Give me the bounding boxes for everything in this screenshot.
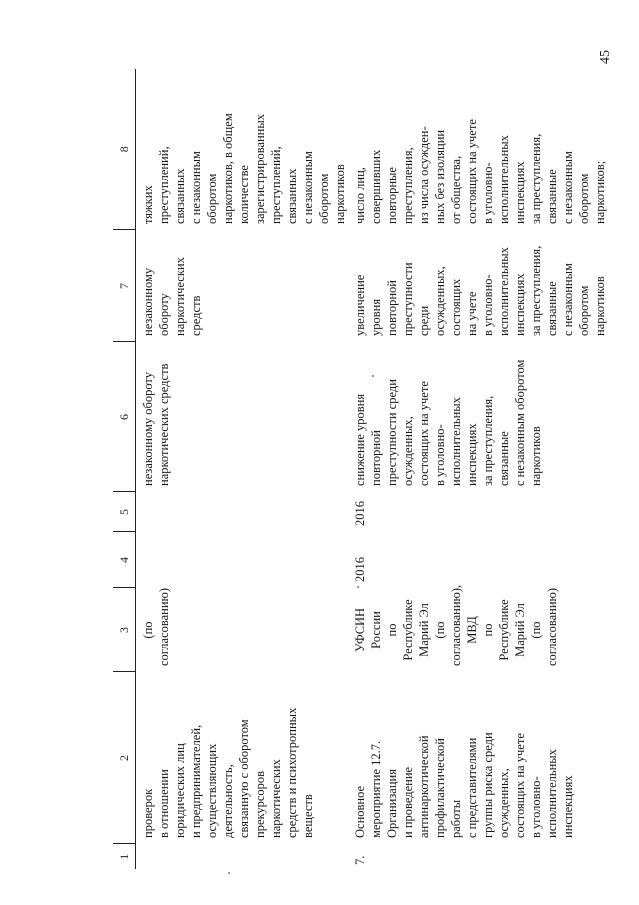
cell-text-line: юридических лиц <box>173 743 187 838</box>
cell-text-line: преступности среди <box>385 379 399 486</box>
cell-text-line: и проведение <box>401 766 415 838</box>
column-header: 6 <box>113 342 136 492</box>
cell-text-line: наркотиков, в общем <box>221 113 235 224</box>
cell-text-line: инспекциях <box>465 423 479 486</box>
cell-text-line: по Республике <box>385 599 415 661</box>
cell-text-line: профилактической <box>433 738 447 838</box>
cell-text-line: состоящих на учете <box>417 381 431 486</box>
cell-text-line: от общества, <box>449 155 463 224</box>
cell-text-line: (по <box>141 621 155 639</box>
cell-text-line: инспекциях <box>561 775 575 838</box>
cell-text-line: инспекциях <box>513 161 527 224</box>
cell-text-line: из числа осужден- <box>417 126 431 224</box>
cell-text-line: исполнительных <box>497 247 511 336</box>
cell-text-line: осужденных, <box>401 416 415 486</box>
cell-text-line: согласованию), <box>449 584 463 666</box>
cell-text-line: тяжких <box>141 185 155 224</box>
cell-text-line: наркотиков; <box>593 160 607 224</box>
table-cell-5 <box>136 492 349 532</box>
cell-text-line: осуществляющих <box>205 743 219 838</box>
cell-text-line: согласованию) <box>545 587 559 666</box>
cell-text-line: связанных <box>285 168 299 224</box>
cell-text-line: мероприятие 12.7. <box>369 740 383 838</box>
cell-text-line: количестве <box>237 165 251 224</box>
cell-text-line: преступления, <box>401 147 415 224</box>
cell-text-line: наркотических средств <box>157 363 171 486</box>
cell-text-line: связанных <box>173 168 187 224</box>
rotated-table-sheet <box>113 69 607 869</box>
cell-text-line: повторные <box>385 167 399 224</box>
cell-text-line: с незаконным оборотом <box>513 359 527 486</box>
cell-text-line: за преступления, <box>529 133 543 224</box>
cell-text-line: связанную с оборотом <box>237 719 251 838</box>
column-header: 3 <box>113 588 136 672</box>
cell-text-line: (по <box>529 621 543 639</box>
cell-text-line: состоящих <box>449 278 463 336</box>
cell-text-line: Марий Эл <box>513 603 527 657</box>
cell-text-line: совершивших <box>369 149 383 224</box>
cell-text-line: исполнительных <box>497 135 511 224</box>
cell-text-line: деятельность, <box>221 764 235 838</box>
cell-text-line: в уголовно- <box>481 274 495 336</box>
cell-text-line: по Республике <box>481 599 511 661</box>
cell-text-line: с незаконным <box>561 263 575 336</box>
table-cell-1: 7. <box>353 855 367 865</box>
cell-text-line: исполнительных <box>449 397 463 486</box>
cell-text-line: связанные <box>497 431 511 486</box>
cell-text-line: обороту <box>157 293 171 336</box>
cell-text-line: с незаконным <box>301 151 315 224</box>
cell-text-line: за преступления, <box>529 245 543 336</box>
table-cell-4: 2016 <box>353 557 367 582</box>
cell-text-line: Основное <box>353 785 367 838</box>
cell-text-line: с представителями <box>465 737 479 838</box>
table-cell-2 <box>136 672 349 844</box>
cell-text-line: и предпринимателей, <box>189 724 203 838</box>
table-cell-3 <box>136 588 349 672</box>
table-cell-7 <box>136 230 349 342</box>
cell-text-line: Марий Эл <box>417 603 431 657</box>
cell-text-line: прекурсоров <box>253 770 267 838</box>
cell-text-line: наркотиков <box>529 426 543 486</box>
cell-text-line: среди <box>417 305 431 336</box>
cell-text-line: наркотиков <box>333 164 347 224</box>
scan-speck <box>372 375 374 377</box>
cell-text-line: в отношении <box>157 769 171 838</box>
cell-text-line: МВД <box>465 616 479 644</box>
cell-text-line: в уголовно- <box>433 424 447 486</box>
cell-text-line: зарегистрированных <box>253 113 267 224</box>
header-row <box>113 69 136 869</box>
cell-text-line: антинаркотической <box>417 735 431 838</box>
cell-text-line: Организация <box>385 769 399 838</box>
cell-text-line: связанные <box>545 281 559 336</box>
cell-text-line: уровня <box>369 298 383 336</box>
column-header: 1 <box>113 844 136 869</box>
table-cell-4 <box>136 532 349 588</box>
cell-text-line: работы <box>449 799 463 838</box>
table-cell-8 <box>136 69 349 230</box>
column-header: 2 <box>113 672 136 844</box>
cell-text-line: состоящих на учете <box>513 733 527 838</box>
table-cell-2 <box>348 672 608 844</box>
cell-text-line: в уголовно- <box>529 776 543 838</box>
cell-text-line: средств <box>189 295 203 336</box>
cell-text-line: оборотом <box>577 285 591 336</box>
cell-text-line: ных без изоляции <box>433 129 447 224</box>
column-header: 7 <box>113 230 136 342</box>
cell-text-line: число лиц, <box>353 167 367 224</box>
table-cell-7 <box>348 230 608 342</box>
cell-text-line: осужденных, <box>433 266 447 336</box>
cell-text-line: согласованию) <box>157 587 171 666</box>
column-header: 5 <box>113 492 136 532</box>
cell-text-line: средств и психотропных <box>285 707 299 838</box>
cell-text-line: снижение уровня <box>353 393 367 486</box>
cell-text-line: преступлений, <box>269 146 283 224</box>
cell-text-line: наркотических <box>269 759 283 838</box>
cell-text-line: оборотом <box>577 173 591 224</box>
table-cell-5: 2016 <box>353 501 367 526</box>
table-row <box>348 69 608 869</box>
page-number: 45 <box>598 50 613 64</box>
cell-text-line: незаконному обороту <box>141 372 155 486</box>
cell-text-line: связанные <box>545 169 559 224</box>
cell-text-line: преступности <box>401 262 415 336</box>
cell-text-line: преступлений, <box>157 146 171 224</box>
cell-text-line: веществ <box>301 794 315 838</box>
cell-text-line: исполнительных <box>545 749 559 838</box>
cell-text-line: с незаконным <box>189 151 203 224</box>
scan-speck <box>357 586 359 588</box>
cell-text-line: за преступления, <box>481 395 495 486</box>
cell-text-line: (по <box>433 621 447 639</box>
column-header: 8 <box>113 69 136 230</box>
cell-text-line: наркотиков <box>593 276 607 336</box>
cell-text-line: наркотических <box>173 257 187 336</box>
table-cell-6 <box>136 342 349 492</box>
table-cell-6 <box>348 342 608 492</box>
scan-speck <box>228 872 230 874</box>
table-row <box>136 69 349 869</box>
measures-table <box>113 69 608 869</box>
cell-text-line: повторной <box>385 280 399 336</box>
cell-text-line: состоящих на учете <box>465 119 479 224</box>
table-cell-3 <box>348 584 608 672</box>
cell-text-line: осужденных, <box>497 768 511 838</box>
cell-text-line: проверок <box>141 788 155 838</box>
cell-text-line: повторной <box>369 430 383 486</box>
cell-text-line: увеличение <box>353 274 367 336</box>
table-cell-1 <box>136 844 349 869</box>
table-cell-8 <box>348 69 608 230</box>
cell-text-line: инспекциях <box>513 273 527 336</box>
cell-text-line: группы риска среди <box>481 732 495 838</box>
cell-text-line: в уголовно- <box>481 162 495 224</box>
cell-text-line: оборотом <box>205 173 219 224</box>
cell-text-line: УФСИН России <box>353 607 383 653</box>
cell-text-line: с незаконным <box>561 151 575 224</box>
cell-text-line: на учете <box>465 291 479 336</box>
cell-text-line: оборотом <box>317 173 331 224</box>
cell-text-line: незаконному <box>141 267 155 336</box>
column-header: 4 <box>113 532 136 588</box>
